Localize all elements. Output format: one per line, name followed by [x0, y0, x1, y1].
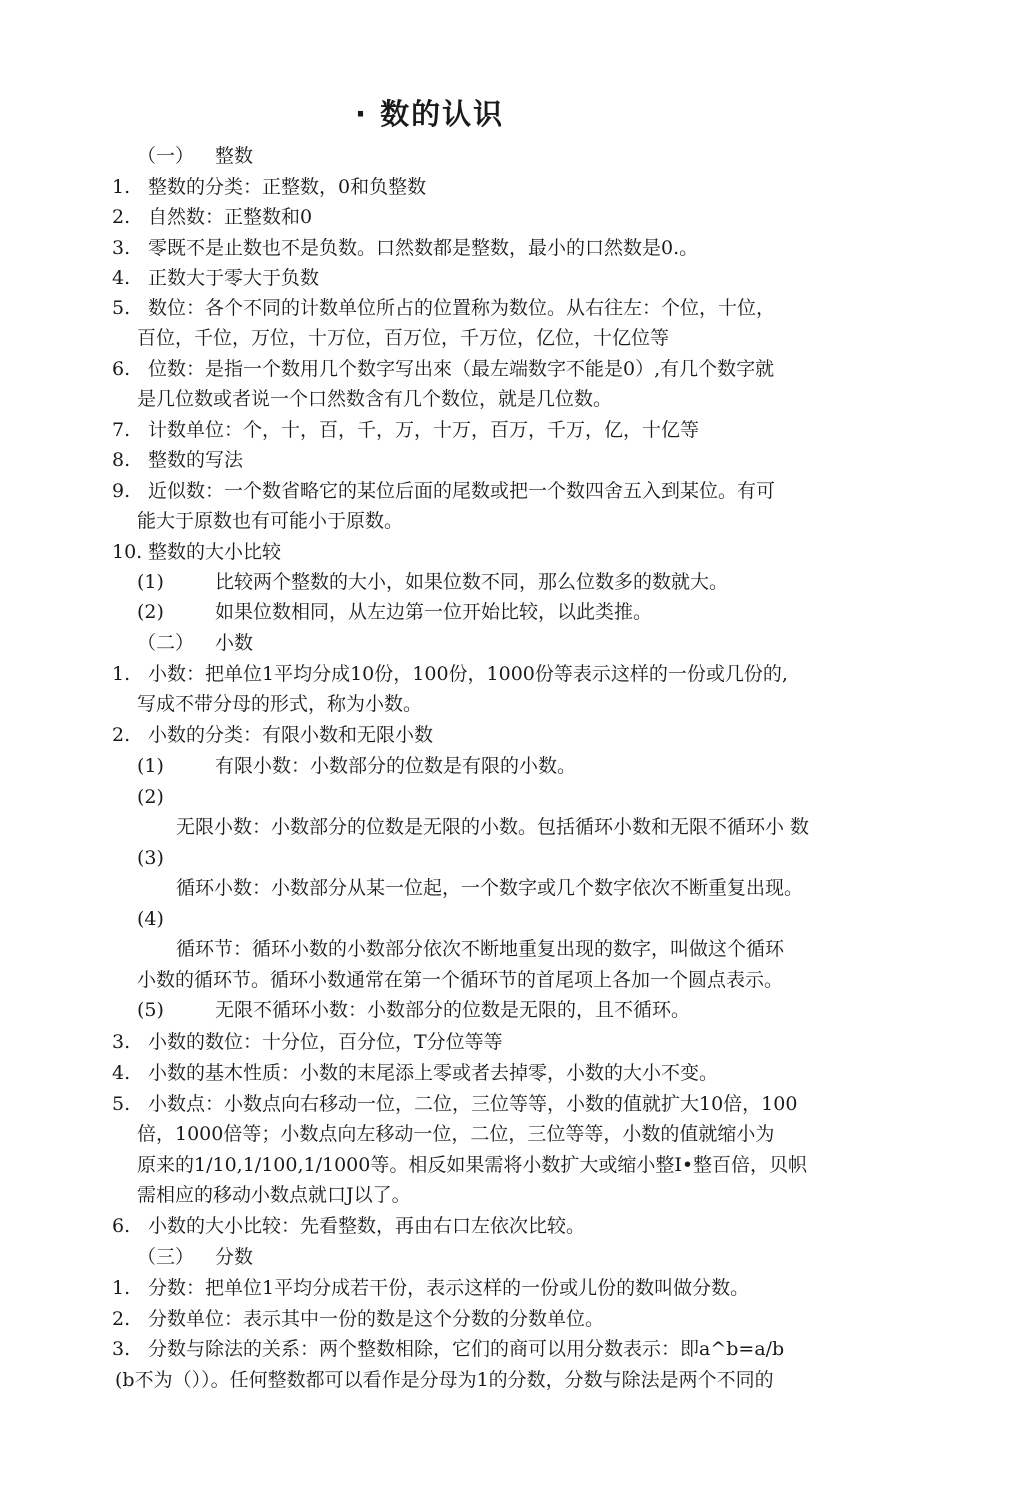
- list-marker: 8.: [112, 449, 131, 471]
- list-marker: （一）: [137, 145, 195, 167]
- text-line: 整数: [215, 145, 254, 167]
- list-marker: 4.: [112, 1062, 131, 1084]
- list-marker: 5.: [112, 1093, 131, 1115]
- text-line: 有限小数：小数部分的位数是有限的小数。: [215, 755, 577, 777]
- text-line: 需相应的移动小数点就口J以了。: [137, 1184, 411, 1206]
- text-line: 小数: [215, 632, 254, 654]
- list-marker: (2): [137, 786, 164, 808]
- list-marker: (1): [137, 755, 164, 777]
- list-marker: 1.: [112, 176, 131, 198]
- list-marker: 4.: [112, 267, 131, 289]
- text-line: 计数单位：个，十，百，千，万，十万，百万，千万，亿，十亿等: [148, 419, 700, 441]
- text-line: 整数的分类：正整数，0和负整数: [148, 176, 427, 198]
- list-marker: 7.: [112, 419, 131, 441]
- list-marker: (4): [137, 908, 164, 930]
- text-line: 百位，千位，万位，十万位，百万位，千万位，亿位，十亿位等: [137, 327, 670, 349]
- list-marker: 5.: [112, 297, 131, 319]
- text-line: 小数的数位：十分位，百分位，T分位等等: [148, 1031, 503, 1053]
- text-line: 能大于原数也有可能小于原数。: [137, 510, 404, 532]
- list-marker: （三）: [137, 1246, 195, 1268]
- list-marker: (1): [137, 571, 164, 593]
- text-line: 原来的1/10,1/100,1/1000等。相反如果需将小数扩大或缩小整I•整百倍，贝帜: [137, 1154, 808, 1176]
- text-line: 写成不带分母的形式，称为小数。: [137, 693, 423, 715]
- text-line: 整数的写法: [148, 449, 244, 471]
- text-line: 倍，1000倍等；小数点向左移动一位，二位，三位等等，小数的值就缩小为: [137, 1123, 775, 1145]
- text-line: 循环节：循环小数的小数部分依次不断地重复出现的数字，叫做这个循环: [176, 938, 785, 960]
- text-line: 正数大于零大于负数: [148, 267, 320, 289]
- text-line: 小数：把单位1平均分成10份，100份，1000份等表示这样的一份或几份的,: [148, 663, 788, 685]
- list-marker: 3.: [112, 1338, 131, 1360]
- list-marker: 1.: [112, 1277, 131, 1299]
- list-marker: 1.: [112, 663, 131, 685]
- text-line: 自然数：正整数和0: [148, 206, 313, 228]
- text-line: 小数的循环节。循环小数通常在第一个循环节的首尾项上各加一个圆点表示。: [137, 969, 784, 991]
- text-line: 小数的分类：有限小数和无限小数: [148, 724, 434, 746]
- list-marker: 6.: [112, 358, 131, 380]
- list-marker: 2.: [112, 206, 131, 228]
- text-line: 是几位数或者说一个口然数含有几个数位，就是几位数。: [137, 388, 613, 410]
- list-marker: (2): [137, 601, 164, 623]
- text-line: 位数：是指一个数用几个数字写出來（最左端数字不能是0）,有几个数字就: [148, 358, 775, 380]
- text-line: 无限不循环小数：小数部分的位数是无限的，且不循环。: [215, 999, 691, 1021]
- page-title: · 数的认识: [355, 97, 505, 131]
- list-marker: 2.: [112, 724, 131, 746]
- text-line: 近似数：一个数省略它的某位后面的尾数或把一个数四舍五入到某位。有可: [148, 480, 776, 502]
- text-line: 数位：各个不同的计数单位所占的位置称为数位。从右往左：个位，十位，: [148, 297, 776, 319]
- list-marker: 2.: [112, 1308, 131, 1330]
- text-line: 小数的大小比较：先看整数，再由右口左依次比较。: [148, 1215, 586, 1237]
- list-marker: 3.: [112, 237, 131, 259]
- text-line: 无限小数：小数部分的位数是无限的小数。包括循环小数和无限不循环小 数: [176, 816, 810, 838]
- text-line: 整数的大小比较: [148, 541, 282, 563]
- text-line: 分数：把单位1平均分成若干份，表示这样的一份或儿份的数叫做分数。: [148, 1277, 750, 1299]
- text-line: 循环小数：小数部分从某一位起，一个数字或几个数字依次不断重复出现。: [176, 877, 804, 899]
- list-marker: 10.: [112, 541, 143, 563]
- text-line: 分数: [215, 1246, 254, 1268]
- text-line: 分数与除法的关系：两个整数相除，它们的商可以用分数表示：即a^b=a/b: [148, 1338, 785, 1360]
- text-line: 如果位数相同，从左边第一位开始比较，以此类推。: [215, 601, 653, 623]
- text-line: 分数单位：表示其中一份的数是这个分数的分数单位。: [148, 1308, 605, 1330]
- text-line: 小数的基木性质：小数的末尾添上零或者去掉零，小数的大小不变。: [148, 1062, 719, 1084]
- list-marker: (3): [137, 847, 164, 869]
- list-marker: 9.: [112, 480, 131, 502]
- text-line: (b不为（））。任何整数都可以看作是分母为1的分数，分数与除法是两个不同的: [115, 1369, 774, 1391]
- list-marker: （二）: [137, 632, 195, 654]
- text-line: 小数点：小数点向右移动一位，二位，三位等等，小数的值就扩大10倍，100: [148, 1093, 798, 1115]
- list-marker: (5): [137, 999, 164, 1021]
- list-marker: 3.: [112, 1031, 131, 1053]
- list-marker: 6.: [112, 1215, 131, 1237]
- text-line: 比较两个整数的大小，如果位数不同，那么位数多的数就大。: [215, 571, 729, 593]
- text-line: 零既不是止数也不是负数。口然数都是整数，最小的口然数是0.。: [148, 237, 699, 259]
